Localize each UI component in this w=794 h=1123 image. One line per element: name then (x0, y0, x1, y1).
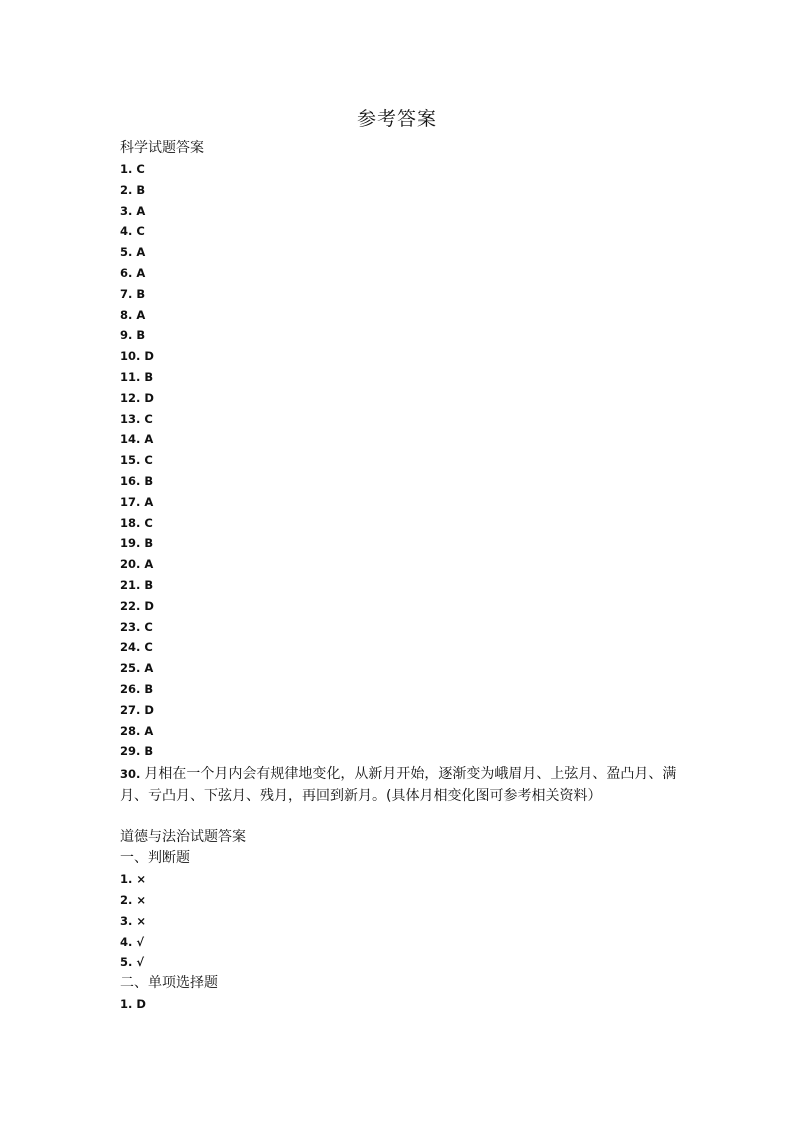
science-answer-item: 5. A (120, 245, 146, 260)
science-answer-item: 8. A (120, 307, 146, 322)
science-answer-item: 27. D (120, 702, 154, 717)
science-answer-item: 15. C (120, 453, 153, 468)
choice-section-heading: 二、单项选择题 (120, 975, 218, 992)
science-answer-item: 3. A (120, 203, 146, 218)
science-answer-item: 22. D (120, 598, 154, 613)
science-heading: 科学试题答案 (120, 140, 204, 156)
science-answer-item: 20. A (120, 557, 154, 572)
choice-answer-item: 1. D (120, 997, 146, 1012)
science-answer-list (120, 159, 680, 762)
science-answer-item: 17. A (120, 494, 154, 509)
science-answer-item: 2. B (120, 182, 146, 197)
science-answer-item: 12. D (120, 390, 154, 405)
science-answer-item: 14. A (120, 432, 154, 447)
science-answer-item: 28. A (120, 723, 154, 738)
judge-answer-item: 3. × (120, 913, 147, 928)
judge-answer-list (120, 869, 680, 973)
judge-answer-item: 4. √ (120, 934, 145, 949)
science-answer-item: 11. B (120, 369, 154, 384)
science-answer-item: 9. B (120, 328, 146, 343)
science-answer-item: 29. B (120, 744, 154, 759)
science-answer-30 (120, 763, 680, 807)
answer-30-text: 月相在一个月内会有规律地变化，从新月开始，逐渐变为峨眉月、上弦月、盈凸月、满月、亏凸月、下弦月、残月，再回到新月。(具体月相变化图可参考相关资料） (120, 766, 677, 805)
page-title: 参考答案 (356, 108, 437, 130)
science-answer-item: 6. A (120, 265, 146, 280)
answer-30-number: 30. (120, 767, 141, 782)
answer-content (120, 138, 680, 1015)
science-answer-item: 19. B (120, 536, 154, 551)
science-answer-item: 4. C (120, 224, 145, 239)
judge-answer-item: 5. √ (120, 955, 145, 970)
choice-answer-list (120, 994, 680, 1015)
science-answer-item: 1. C (120, 162, 145, 176)
science-answer-item: 18. C (120, 515, 153, 530)
science-answer-item: 10. D (120, 349, 154, 364)
judge-section-heading: 一、判断题 (120, 850, 190, 867)
section-spacer (120, 807, 680, 827)
judge-answer-item: 1. × (120, 872, 147, 887)
science-answer-item: 24. C (120, 640, 153, 655)
science-answer-item: 7. B (120, 286, 146, 301)
ethics-heading: 道德与法治试题答案 (120, 829, 246, 846)
science-answer-item: 23. C (120, 619, 153, 634)
science-answer-item: 26. B (120, 681, 154, 696)
judge-answer-item: 2. × (120, 892, 147, 907)
science-answer-item: 16. B (120, 473, 154, 488)
science-answer-item: 25. A (120, 661, 154, 676)
science-answer-item: 13. C (120, 411, 153, 426)
science-answer-item: 21. B (120, 577, 154, 592)
